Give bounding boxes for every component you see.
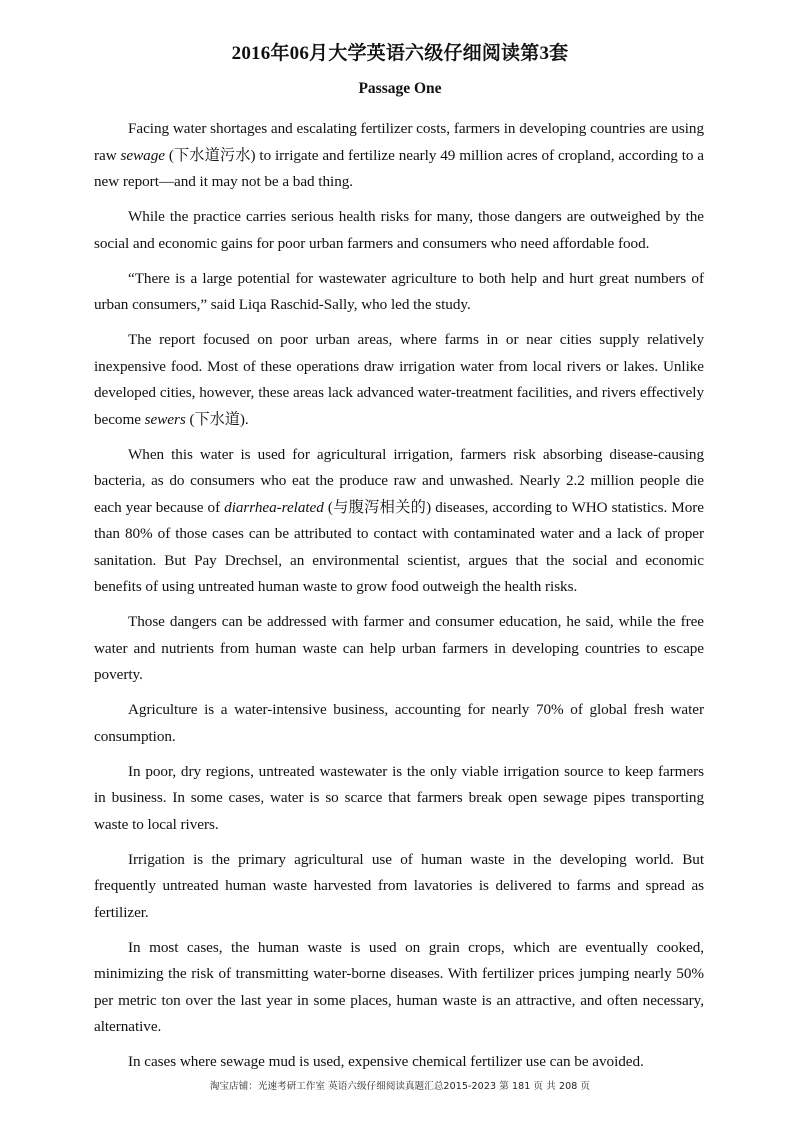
paragraph-text: (与腹泻相关的) diseases, according to WHO statistics. More than 80% of those cases can be attributed to contact with contaminated water and a lack of proper sanitation. But Pay Drechsel, an environmental scientist, argues that the social and economic benefits of using untreated human waste to grow food outweigh the health risks. (94, 498, 704, 595)
italic-term: sewers (144, 410, 186, 428)
paragraph-text: (下水道). (185, 410, 249, 428)
paragraph-text: While the practice carries serious health risks for many, those dangers are outweighed by the social and economic gains for poor urban farmers and consumers who need affordable food. (94, 208, 704, 252)
paragraph (94, 204, 704, 257)
paragraph (94, 442, 704, 601)
paragraph (94, 1049, 704, 1076)
italic-term: diarrhea-related (224, 498, 324, 516)
paragraph-text: Irrigation is the primary agricultural use of human waste in the developing world. But frequently untreated human waste harvested from lavatories is delivered to farms and spread as fertilizer. (94, 850, 704, 921)
paragraph-text: “There is a large potential for wastewater agriculture to both help and hurt great numbers of urban consumers,” said Liqa Raschid-Sally, who led the study. (94, 269, 704, 313)
paragraph-text: Facing water shortages and escalating fertilizer costs, farmers in developing countries are using raw (94, 120, 704, 164)
paragraph-text: The report focused on poor urban areas, where farms in or near cities supply relatively inexpensive food. Most of these operations draw irrigation water from local rivers or lakes. Unlike developed cities, however, these areas lack advanced water-treatment facilities, and rivers effectively become (94, 331, 704, 428)
paragraph (94, 759, 704, 839)
paragraph (94, 116, 704, 196)
paragraph (94, 847, 704, 927)
passage-heading: Passage One (358, 80, 442, 97)
paragraph (94, 935, 704, 1041)
page-footer: 淘宝店铺：光速考研工作室 英语六级仔细阅读真题汇总2015-2023 第 181 页 共 208 页 (209, 1081, 591, 1092)
page-title: 2016年06月大学英语六级仔细阅读第3套 (231, 43, 569, 64)
paragraph-text: In most cases, the human waste is used on grain crops, which are eventually cooked, minimizing the risk of transmitting water-borne diseases. With fertilizer prices jumping nearly 50% per metric ton over the last year in some places, human waste is an attractive, and often necessary, alternative. (94, 938, 704, 1035)
paragraph-text: In cases where sewage mud is used, expensive chemical fertilizer use can be avoided. (128, 1053, 644, 1070)
paragraph (94, 609, 704, 689)
passage-body (94, 116, 704, 1084)
paragraph (94, 697, 704, 750)
paragraph-text: Those dangers can be addressed with farmer and consumer education, he said, while the free water and nutrients from human waste can help urban farmers in developing countries to escape poverty. (94, 613, 704, 683)
paragraph-text: In poor, dry regions, untreated wastewater is the only viable irrigation source to keep farmers in business. In some cases, water is so scarce that farmers break open sewage pipes transporting waste to local rivers. (94, 762, 704, 833)
italic-term: sewage (120, 146, 165, 164)
paragraph-text: Agriculture is a water-intensive business, accounting for nearly 70% of global fresh water consumption. (94, 701, 704, 745)
paragraph-text: (下水道污水) to irrigate and fertilize nearly 49 million acres of cropland, according to a new report—and it may not be a bad thing. (94, 146, 704, 190)
paragraph-text: When this water is used for agricultural irrigation, farmers risk absorbing disease-causing bacteria, as do consumers who eat the produce raw and unwashed. Nearly 2.2 million people die each year because of (94, 445, 704, 516)
paragraph (94, 327, 704, 433)
paragraph (94, 266, 704, 319)
